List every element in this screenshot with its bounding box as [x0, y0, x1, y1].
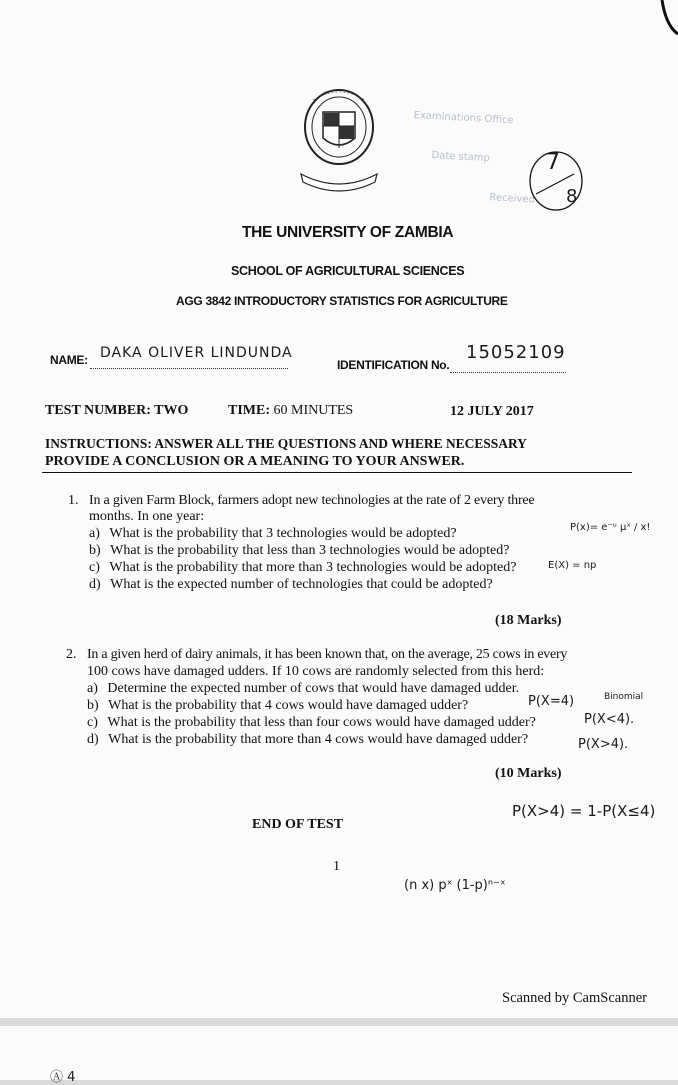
course-title: AGG 3842 INTRODUCTORY STATISTICS FOR AGRICULTURE	[176, 294, 508, 308]
instructions-underline	[42, 472, 632, 473]
q1-part-b-label: b)	[89, 543, 101, 558]
camscanner-watermark: Scanned by CamScanner	[502, 990, 647, 1006]
note-expectation: E(X) = np	[548, 560, 597, 571]
faint-stamp	[396, 106, 654, 269]
score-numerator: 7	[546, 150, 560, 175]
page2-mark: Ⓐ 4	[50, 1070, 76, 1085]
q2-line2: 100 cows have damaged udders. If 10 cows are randomly selected from this herd:	[87, 664, 545, 679]
name-value: DAKA OLIVER LINDUNDA	[100, 345, 293, 361]
score-denominator: 8	[566, 186, 578, 207]
q1-part-c-label: c)	[89, 560, 100, 575]
q1-part-a-label: a)	[89, 526, 100, 541]
q2-number: 2.	[66, 647, 77, 662]
q1-part-a-text: What is the probability that 3 technologies would be adopted?	[109, 526, 457, 541]
note-binomial: Binomial	[604, 692, 644, 702]
note-p-equals-4: P(X=4)	[528, 694, 575, 709]
q1-part-b	[89, 542, 509, 559]
q2-line1: In a given herd of dairy animals, it has been known that, on the average, 25 cows in every	[87, 647, 568, 662]
id-label: IDENTIFICATION No.	[337, 358, 450, 372]
name-field	[90, 364, 288, 369]
q2-part-c-text: What is the probability that less than four cows would have damaged udder?	[107, 715, 536, 730]
q2-marks: (10 Marks)	[495, 766, 562, 781]
q1-part-a	[89, 525, 457, 542]
q2-part-d-label: d)	[87, 732, 99, 747]
test-time	[228, 403, 353, 419]
id-value: 15052109	[466, 342, 566, 363]
q2-part-b-label: b)	[87, 698, 99, 713]
edge-shadow	[656, 0, 678, 40]
note-p-greater-4: P(X>4).	[578, 737, 629, 752]
q1-line1: In a given Farm Block, farmers adopt new technologies at the rate of 2 every three	[89, 493, 535, 508]
instructions-line2: PROVIDE A CONCLUSION OR A MEANING TO YOUR ANSWER.	[45, 454, 465, 469]
end-of-test: END OF TEST	[252, 817, 344, 832]
note-poisson-formula: P(x)= e⁻ᵘ μˣ / x!	[570, 522, 651, 533]
q1-part-d-text: What is the expected number of technologies that could be adopted?	[110, 577, 493, 592]
q1-line2: months. In one year:	[89, 509, 205, 524]
note-complement: P(X>4) = 1-P(X≤4)	[512, 802, 656, 820]
instructions-line1: INSTRUCTIONS: ANSWER ALL THE QUESTIONS AND WHERE NECESSARY	[45, 437, 527, 452]
q1-part-c-text: What is the probability that more than 3 technologies would be adopted?	[109, 560, 517, 575]
faint-stamp-line3: Received	[489, 192, 536, 206]
q1-number: 1.	[68, 493, 79, 508]
q2-part-b-text: What is the probability that 4 cows would have damaged udder?	[108, 698, 469, 713]
page-number: 1	[333, 859, 340, 874]
name-label: NAME:	[50, 353, 88, 367]
q1-part-c	[89, 559, 516, 576]
id-field	[450, 368, 566, 373]
q2-part-c-label: c)	[87, 715, 98, 730]
q2-part-c	[87, 714, 536, 731]
q2-part-d-text: What is the probability that more than 4 cows would have damaged udder?	[108, 732, 529, 747]
time-value: 60 MINUTES	[273, 403, 354, 418]
faint-stamp-line1: Examinations Office	[413, 110, 514, 127]
university-title: THE UNIVERSITY OF ZAMBIA	[242, 224, 454, 241]
faint-stamp-line2: Date stamp	[431, 150, 491, 165]
next-scanned-page	[0, 1026, 678, 1085]
q1-part-d	[89, 576, 493, 593]
q1-part-d-label: d)	[89, 577, 101, 592]
time-label: TIME:	[228, 403, 270, 418]
q2-part-b	[87, 697, 468, 714]
q1-marks: (18 Marks)	[495, 613, 562, 628]
note-binomial-formula: (n x) pˣ (1-p)ⁿ⁻ˣ	[404, 878, 506, 893]
note-p-less-4: P(X<4).	[584, 712, 635, 727]
school-title: SCHOOL OF AGRICULTURAL SCIENCES	[231, 264, 465, 278]
test-number: TEST NUMBER: TWO	[45, 403, 189, 418]
university-seal	[293, 82, 383, 194]
q1-part-b-text: What is the probability that less than 3 technologies would be adopted?	[110, 543, 510, 558]
q2-part-a-label: a)	[87, 681, 98, 696]
q2-part-a-text: Determine the expected number of cows that would have damaged udder.	[107, 681, 520, 696]
q2-part-d	[87, 731, 528, 748]
q2-part-a	[87, 680, 519, 697]
test-date: 12 JULY 2017	[450, 404, 534, 419]
